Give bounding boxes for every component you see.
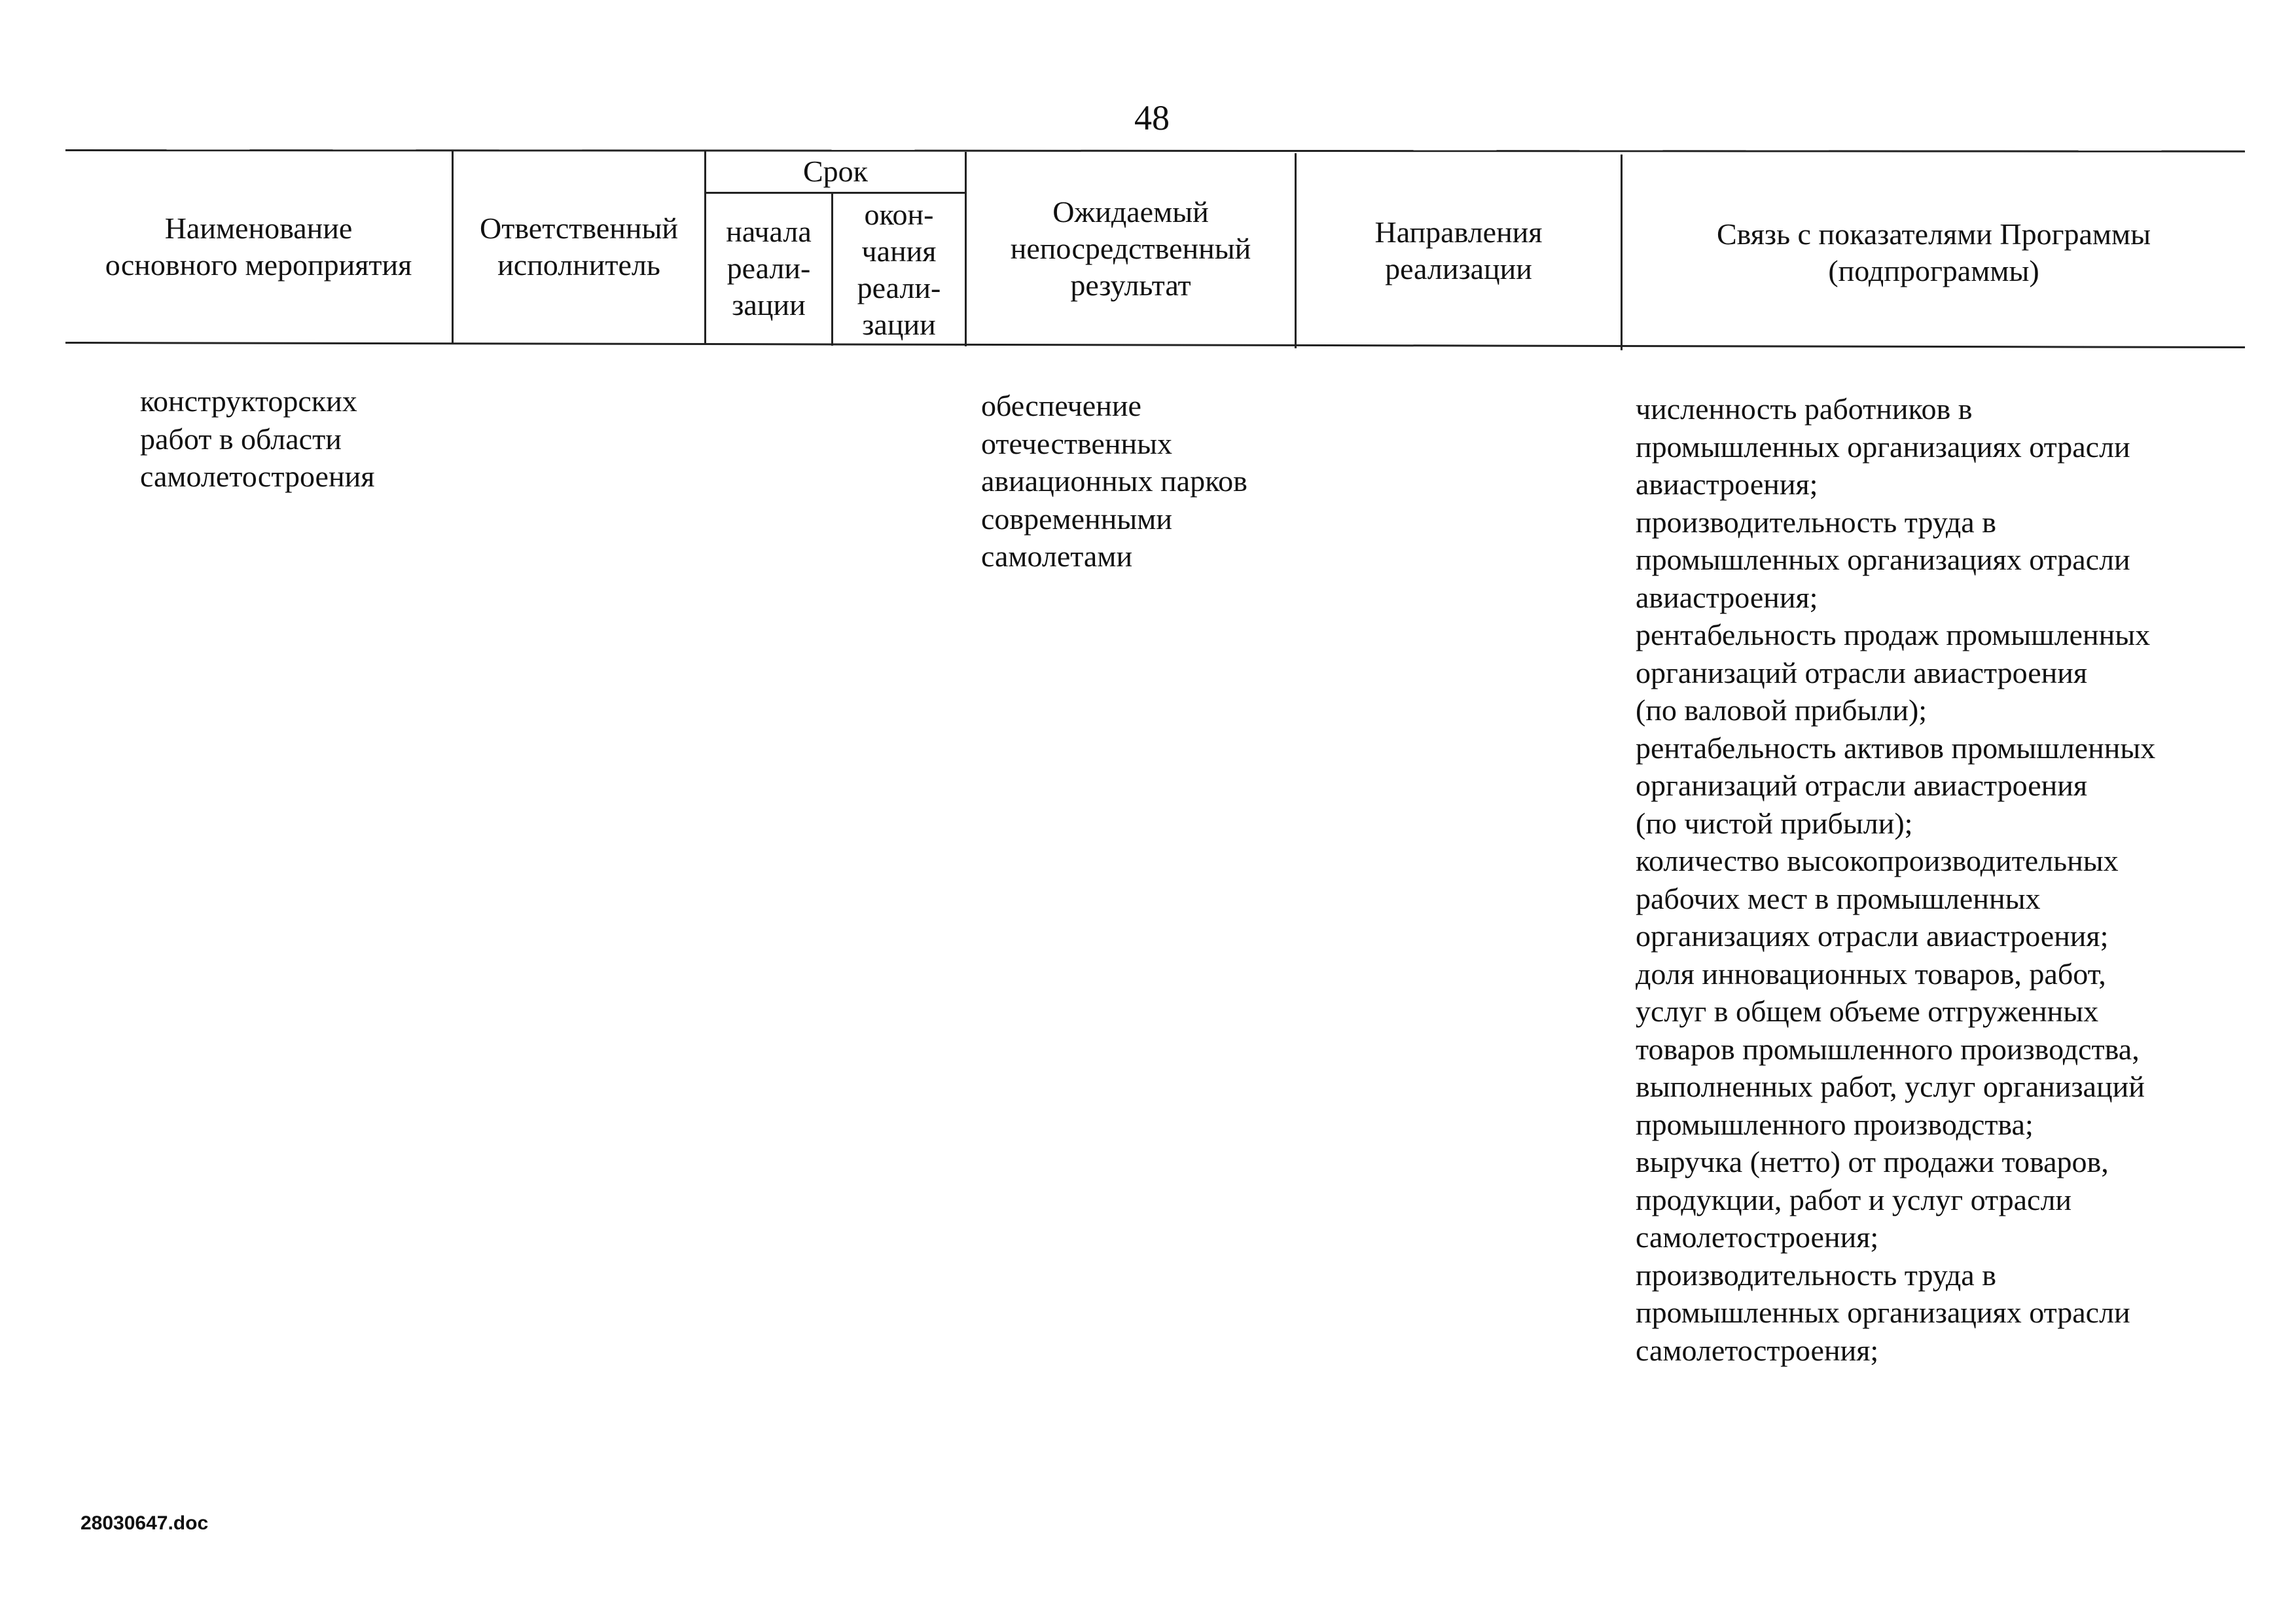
document-filename: 28030647.doc <box>81 1512 209 1534</box>
header-term: Срок <box>802 155 869 188</box>
header-end: окон- чания реали- зации <box>857 198 941 341</box>
header-responsible: Ответственный исполнитель <box>480 211 678 282</box>
header-directions: Направления реализации <box>1374 215 1543 285</box>
row-name-text: конструкторских работ в области самолетостроения <box>140 384 375 493</box>
header-link: Связь с показателями Программы (подпрограммы) <box>1716 217 2151 287</box>
header-expected: Ожидаемый непосредственный результат <box>1010 195 1251 302</box>
page-number: 48 <box>1134 98 1170 137</box>
row-expected-text: обеспечение отечественных авиационных парков современными самолетами <box>981 389 1247 573</box>
header-start: начала реали- зации <box>726 215 812 321</box>
header-name: Наименование основного мероприятия <box>105 211 412 282</box>
row-link-text: численность работников в промышленных организациях отрасли авиастроения; производительность труда в промышленных организациях отрасли авиастроения; рентабельность продаж промышленных организаций отрасли авиастроения (по валовой прибыли); рентабельность активов промышленных организаций отрасли авиастроения (по чистой прибыли); количество высокопроизводительных рабочих мест в промышленных организациях отрасли авиастроения; доля инновационных товаров, работ, услуг в общем объеме отгруженных товаров промышленного производства, выполненных работ, услуг организаций промышленного производства; выручка (нетто) от продажи товаров, продукции, работ и услуг отрасли самолетостроения; производительность труда в промышленных организациях отрасли самолетостроения; <box>1636 392 2156 1367</box>
